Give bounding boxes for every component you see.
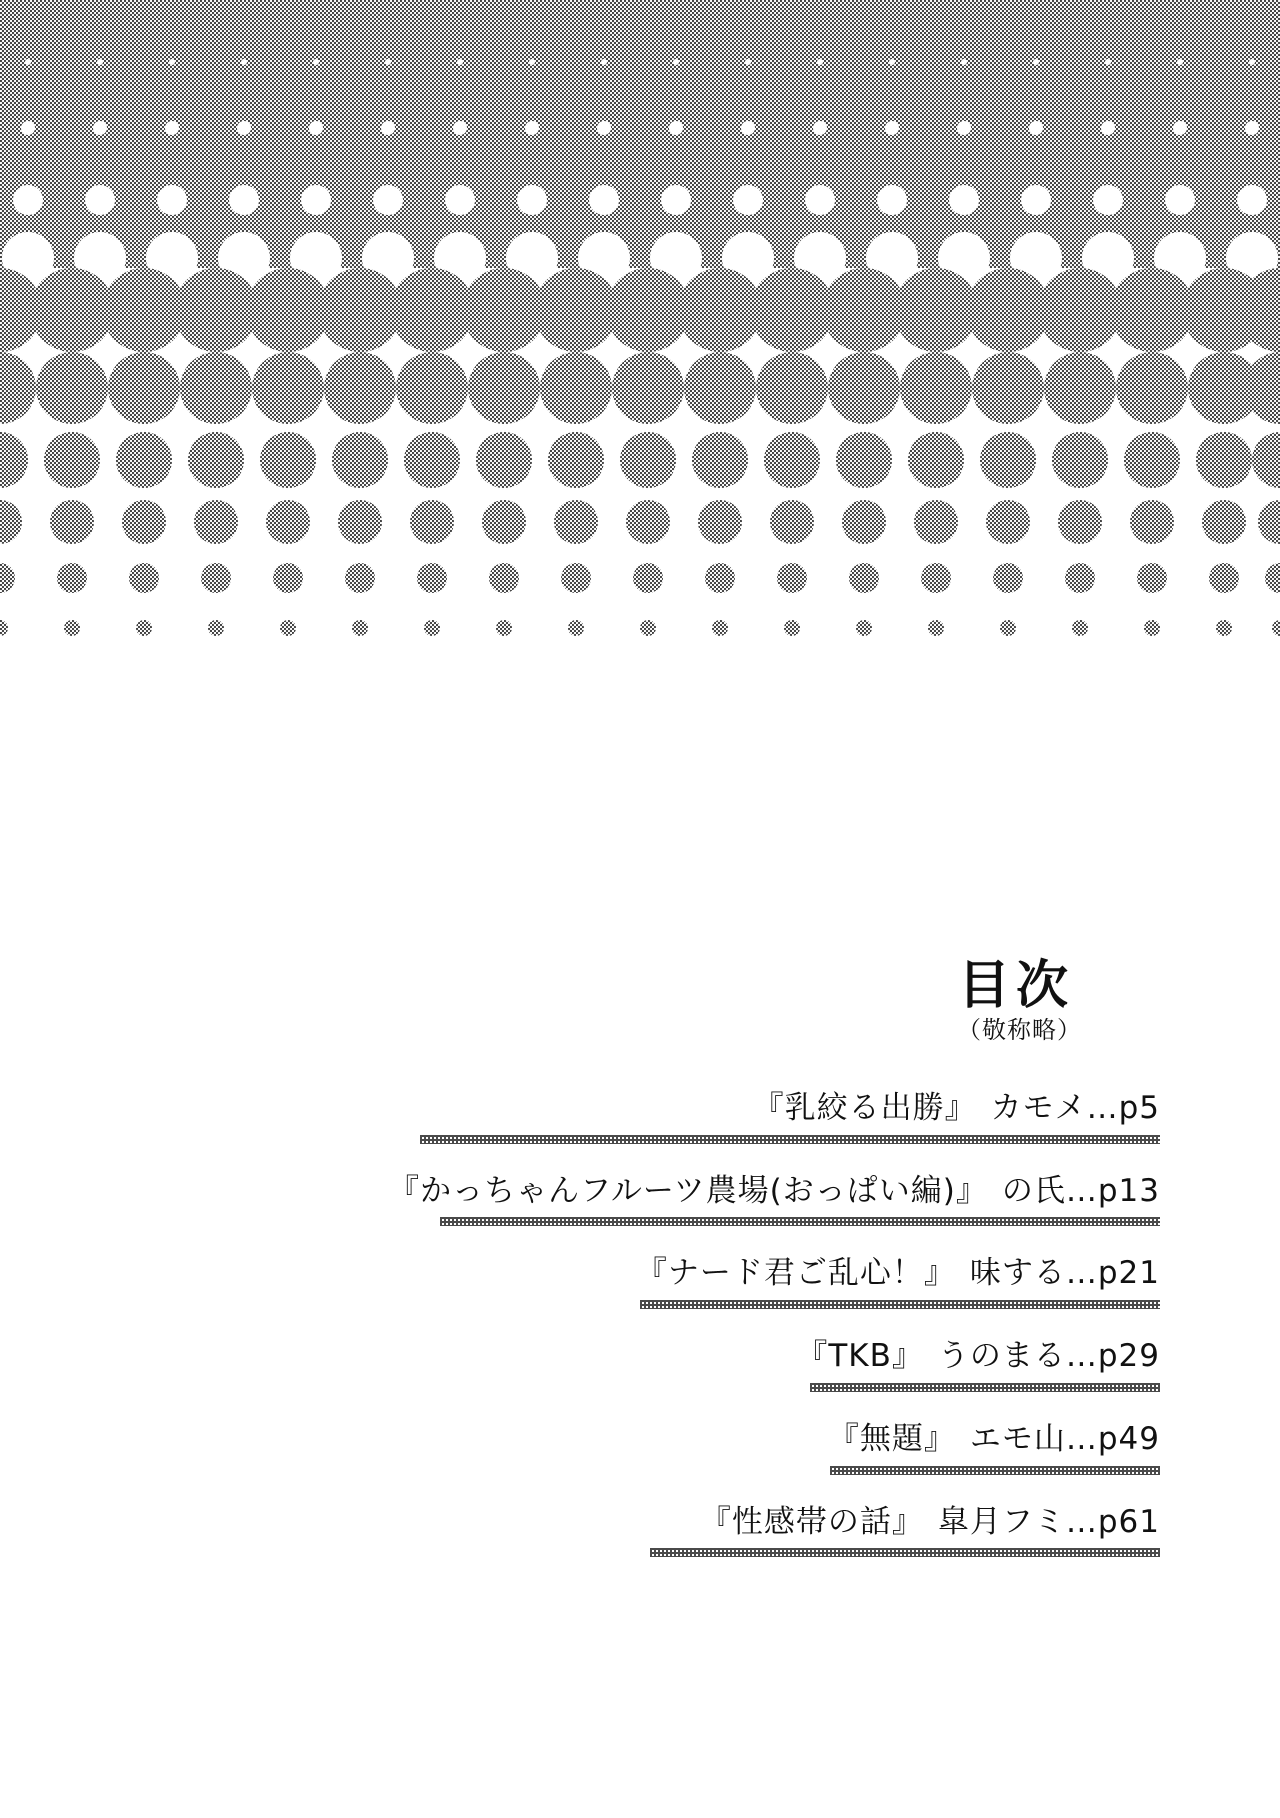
- toc-entry: [260, 1420, 1160, 1475]
- toc-page-number: …p61: [1065, 1503, 1160, 1540]
- toc-line: [260, 1420, 1160, 1459]
- toc-entry: [260, 1089, 1160, 1144]
- page-title: 目次: [957, 956, 1074, 1016]
- toc-page-number: …p29: [1065, 1338, 1160, 1375]
- toc-line: [260, 1172, 1160, 1211]
- toc-entry: [260, 1254, 1160, 1309]
- toc-page-number: …p21: [1065, 1255, 1160, 1292]
- toc-divider: [650, 1548, 1160, 1557]
- toc-author: 味する: [969, 1255, 1066, 1292]
- toc-divider: [640, 1300, 1160, 1309]
- table-of-contents: [260, 956, 1160, 1585]
- toc-author: 皐月フミ: [937, 1503, 1066, 1540]
- toc-entry: [260, 1337, 1160, 1392]
- toc-entry: [260, 1503, 1160, 1558]
- toc-author: カモメ: [990, 1089, 1087, 1126]
- toc-author: の氏: [1001, 1172, 1066, 1209]
- toc-divider: [420, 1135, 1160, 1144]
- toc-line: [260, 1254, 1160, 1293]
- toc-page-number: …p5: [1086, 1089, 1160, 1126]
- toc-author: エモ山: [969, 1420, 1066, 1457]
- toc-work-title: 『乳絞る出勝』: [752, 1089, 977, 1126]
- toc-work-title: 『TKB』: [796, 1338, 924, 1375]
- halftone-svg: [0, 0, 1280, 660]
- toc-line: [260, 1089, 1160, 1128]
- toc-work-title: 『性感帯の話』: [699, 1503, 924, 1540]
- toc-page-number: …p49: [1065, 1420, 1160, 1457]
- toc-entry: [260, 1172, 1160, 1227]
- toc-divider: [810, 1383, 1160, 1392]
- toc-divider: [440, 1217, 1160, 1226]
- toc-page-number: …p13: [1065, 1172, 1160, 1209]
- toc-line: [260, 1503, 1160, 1542]
- page-subtitle: （敬称略）: [957, 1016, 1082, 1044]
- halftone-decoration: [0, 0, 1280, 660]
- toc-work-title: 『無題』: [827, 1420, 956, 1457]
- toc-work-title: 『ナード君ご乱心！』: [635, 1255, 956, 1292]
- toc-divider: [830, 1466, 1160, 1475]
- toc-author: うのまる: [937, 1338, 1066, 1375]
- toc-line: [260, 1337, 1160, 1376]
- toc-work-title: 『かっちゃんフルーツ農場(おっぱい編)』: [388, 1172, 988, 1209]
